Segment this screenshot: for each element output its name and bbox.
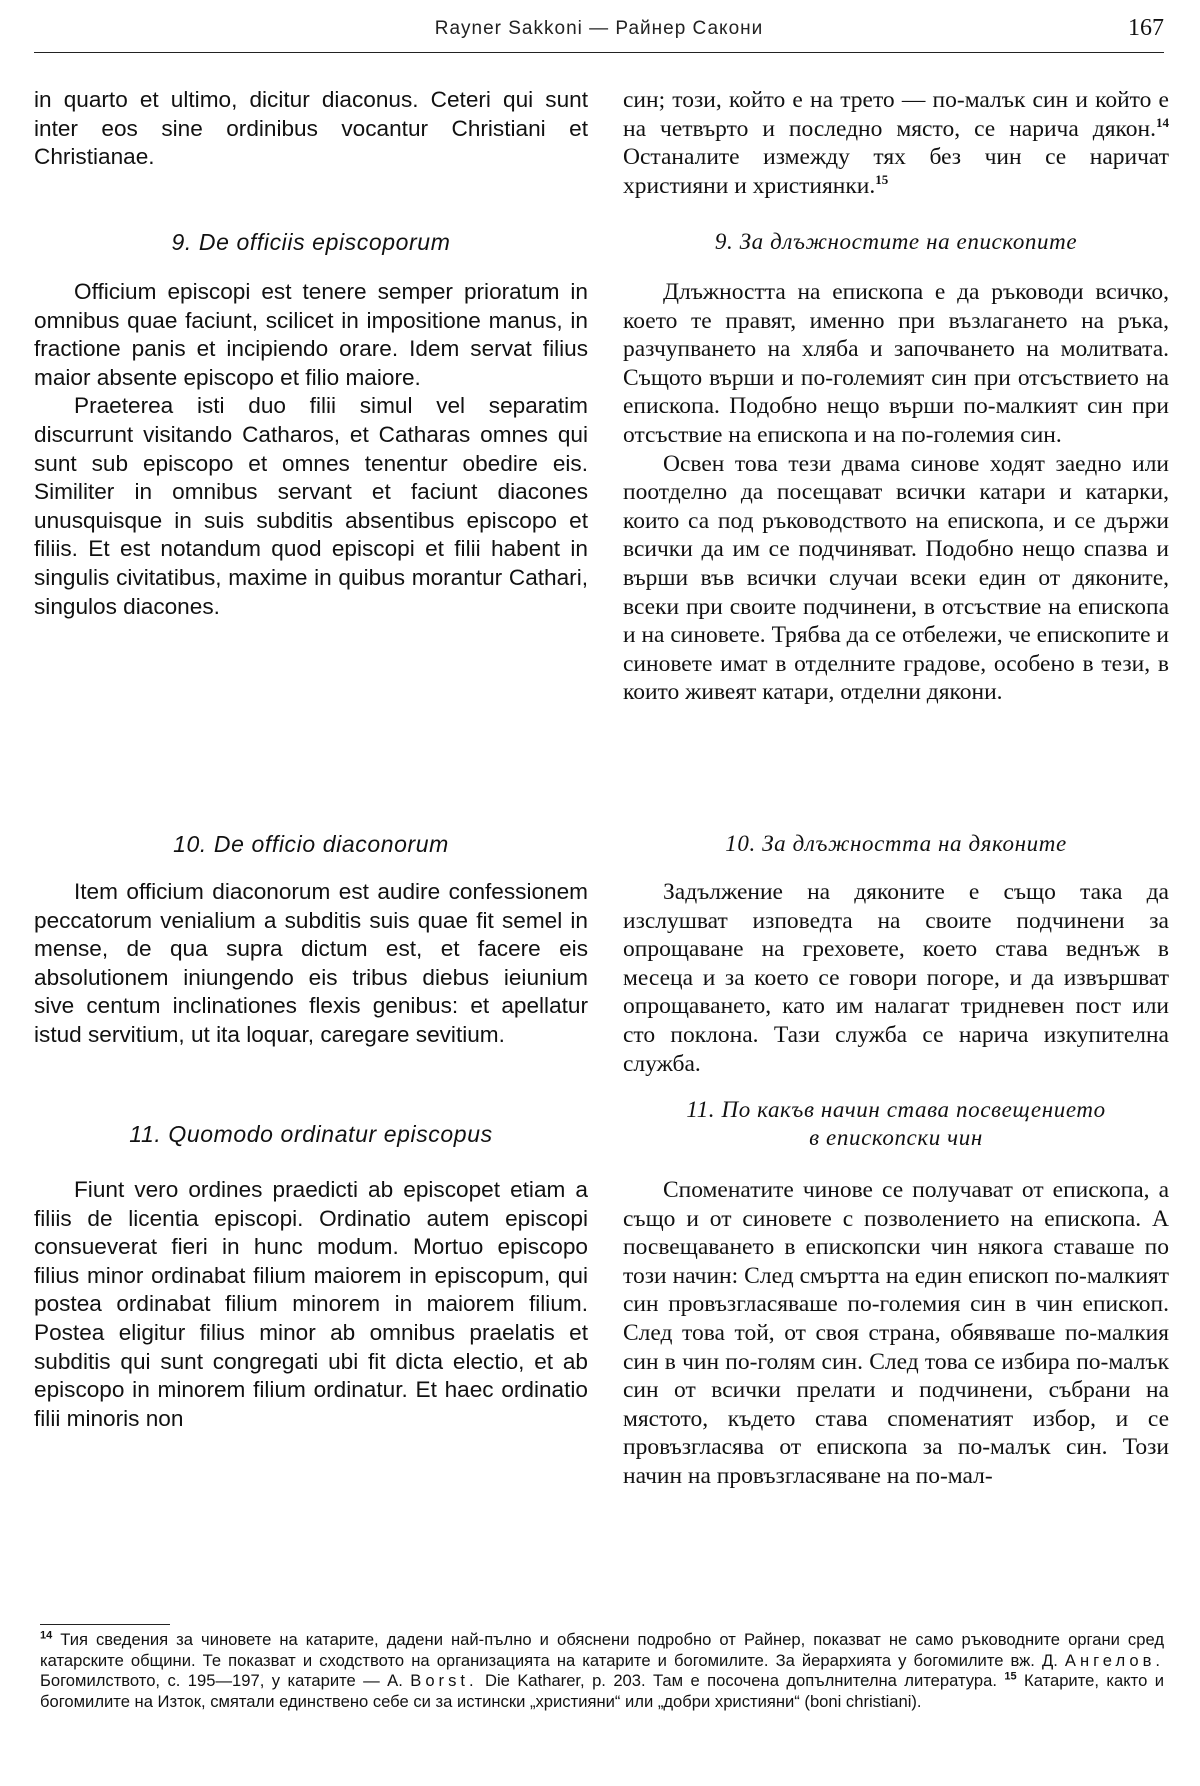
latin-section-11-title: 11. Quomodo ordinatur episcopus [129,1121,493,1147]
bulgarian-section-9-title: 9. За длъжностите на епископите [714,229,1078,254]
footnote-14-part-2: Богомилството, с. 195—197, у катарите — А. [40,1671,411,1690]
footnote-14-marker: 14 [40,1629,53,1642]
bulgarian-section-9 [623,228,1169,256]
latin-section-9-title: 9. De officiis episcoporum [171,229,451,255]
bulgarian-section-11-body [623,1176,1169,1491]
latin-section-10 [34,830,588,858]
latin-section-9-body [34,278,588,621]
latin-intro-block [34,86,588,172]
footnote-ref-15[interactable]: 15 [875,171,889,187]
bulgarian-section-9-paragraph-1: Длъжността на епископа е да ръководи всичко, което те правят, именно при възлагането на ръка, разчупването на хляба и започването на молитвата. Същото върши и по-големият син при отсъствието на епископа. Подобно нещо върши по-малкият син при отсъствие на епископа и на по-големия син. [623,279,1169,448]
footnote-text [40,1630,1164,1712]
bulgarian-section-10-title: 10. За длъжността на дяконите [725,831,1067,856]
bulgarian-section-10 [623,830,1169,858]
page-header [34,14,1164,53]
footnote-15-text: Катарите, както и богомилите на Изток, смятали единствено себе си за истински „християни“ или „добри християни“ (boni christiani). [40,1671,1164,1711]
footnote-14-author-1: Ангелов. [1064,1650,1164,1670]
latin-section-10-body [34,878,588,1050]
footnotes [40,1630,1164,1712]
bulgarian-intro-paragraph [623,86,1169,200]
bulgarian-section-11 [623,1096,1169,1152]
bulgarian-section-9-paragraph-2: Освен това тези двама синове ходят заедно или поотделно да посещават всички катари и катарки, които са под ръководството на епископа, и се държи всички да им се подчиняват. Подобно нещо спазва и върши във всички случаи всеки един от дяконите, всеки при своите подчинени, в отсъствие на епископа и на синовете. Трябва да се отбележи, че епископите и синовете имат в отделните градове, особено в тези, в които живеят катари, отделни дякони. [623,450,1169,706]
running-head: Rayner Sakkoni — Райнер Сакони [434,18,764,39]
latin-section-11 [34,1120,588,1148]
bulgarian-section-11-paragraph-1: Споменатите чинове се получават от епископа, а също и от синовете с позволението на епископа. А посвещаването в епископски чин някога ставаше по този начин: След смъртта на един епископ по-малкият син провъзгласяваше по-големия син в чин епископ. След това той, от своя страна, обявяваше по-малкия син в чин по-голям син. След това се избира по-малък син от всички прелати и подчинени, събрани на мястото, където става споменатият избор, и се провъзгласява от епископа за по-малък син. Този начин на провъзгласяване на по-мал- [623,1177,1169,1489]
bulgarian-section-11-title-line-2: в епископски чин [809,1125,983,1150]
page-number: 167 [1128,15,1164,41]
latin-section-9-paragraph-2: Praeterea isti duo filii simul vel separatim discurrunt visitando Catharos, et Catharas omnes qui sunt sub episcopo et omnes tenentur obedire eis. Similiter in omnibus servant et faciunt diacones unusquisque in suis subditis absentibus episcopo et filiis. Et est notandum quod episcopi et filii habent in singulis civitatibus, maxime in quibus morantur Cathari, singulos diacones. [34,393,588,619]
latin-section-10-paragraph-1: Item officium diaconorum est audire confessionem peccatorum venialium a subditis suis quae fit semel in mense, de qua supra dictum est, et facere eis absolutionem iniungendo eis tribus diebus ieiunium sive centum inclinationes flexis genibus: et apellatur istud servitium, ut ita loquar, caregare sevitium. [34,879,588,1047]
latin-section-9-paragraph-1: Officium episcopi est tenere semper prioratum in omnibus quae faciunt, scilicet in impositione manus, in fractione panis et incipiendo orare. Idem servat filius maior absente episcopo et filio maiore. [34,279,588,390]
latin-section-11-paragraph-1: Fiunt vero ordines praedicti ab episcopet etiam a filiis de licentia episcopi. Ordinatio autem episcopi consueverat fieri in hunc modum. Mortuo episcopo filius minor ordinabat filium maiorem in episcopum, qui postea ordinabat filium minorem in maiorem filium. Postea eligitur filius minor ab omnibus praelatis et subditis qui sunt congregati ubi fit dicta electio, et ab episcopo in minorem filium ordinatur. Et haec ordinatio filii minoris non [34,1177,588,1431]
latin-intro-paragraph: in quarto et ultimo, dicitur diaconus. Ceteri qui sunt inter eos sine ordinibus vocantur Christiani et Christianae. [34,87,588,170]
footnote-14-part-3: Die Katharer, p. 203. Там е посочена допълнителна литература. [477,1671,997,1690]
footnote-ref-14[interactable]: 14 [1156,114,1169,130]
bulgarian-section-10-body [623,878,1169,1078]
bulgarian-section-10-paragraph-1: Задължение на дяконите е също така да изслушват изповедта на своите подчинени за опрощаване на греховете, което става веднъж в месеца и за което се говори погоре, и да извършват опрощаването, като им налагат тридневен пост или сто поклона. Тази служба се нарича изкупителна служба. [623,879,1169,1077]
latin-section-11-body [34,1176,588,1433]
latin-section-10-title: 10. De officio diaconorum [173,831,449,857]
footnote-14-author-2: Borst. [410,1671,478,1690]
bulgarian-section-9-body [623,278,1169,707]
bulgarian-intro-text: син; този, който е на трето — по-малък син и който е на четвърто и последно място, се нарича дякон. [623,87,1169,142]
bulgarian-section-11-title-line-1: 11. По какъв начин става посвещението [686,1097,1106,1122]
bulgarian-intro-block [623,86,1169,200]
footnote-divider [40,1624,170,1625]
bulgarian-intro-continuation: Останалите измежду тях без чин се наричат християни и християнки. [623,144,1169,199]
footnote-15-marker: 15 [1004,1670,1017,1683]
footnote-14-part-1: Тия сведения за чиновете на катарите, дадени най-пълно и обяснени подробно от Райнер, показват не само ръководните органи сред катарските общини. Те показват и сходството на организацията на катарите и богомилите. За йерархията у богомилите вж. Д. [40,1630,1164,1670]
latin-section-9 [34,228,588,256]
